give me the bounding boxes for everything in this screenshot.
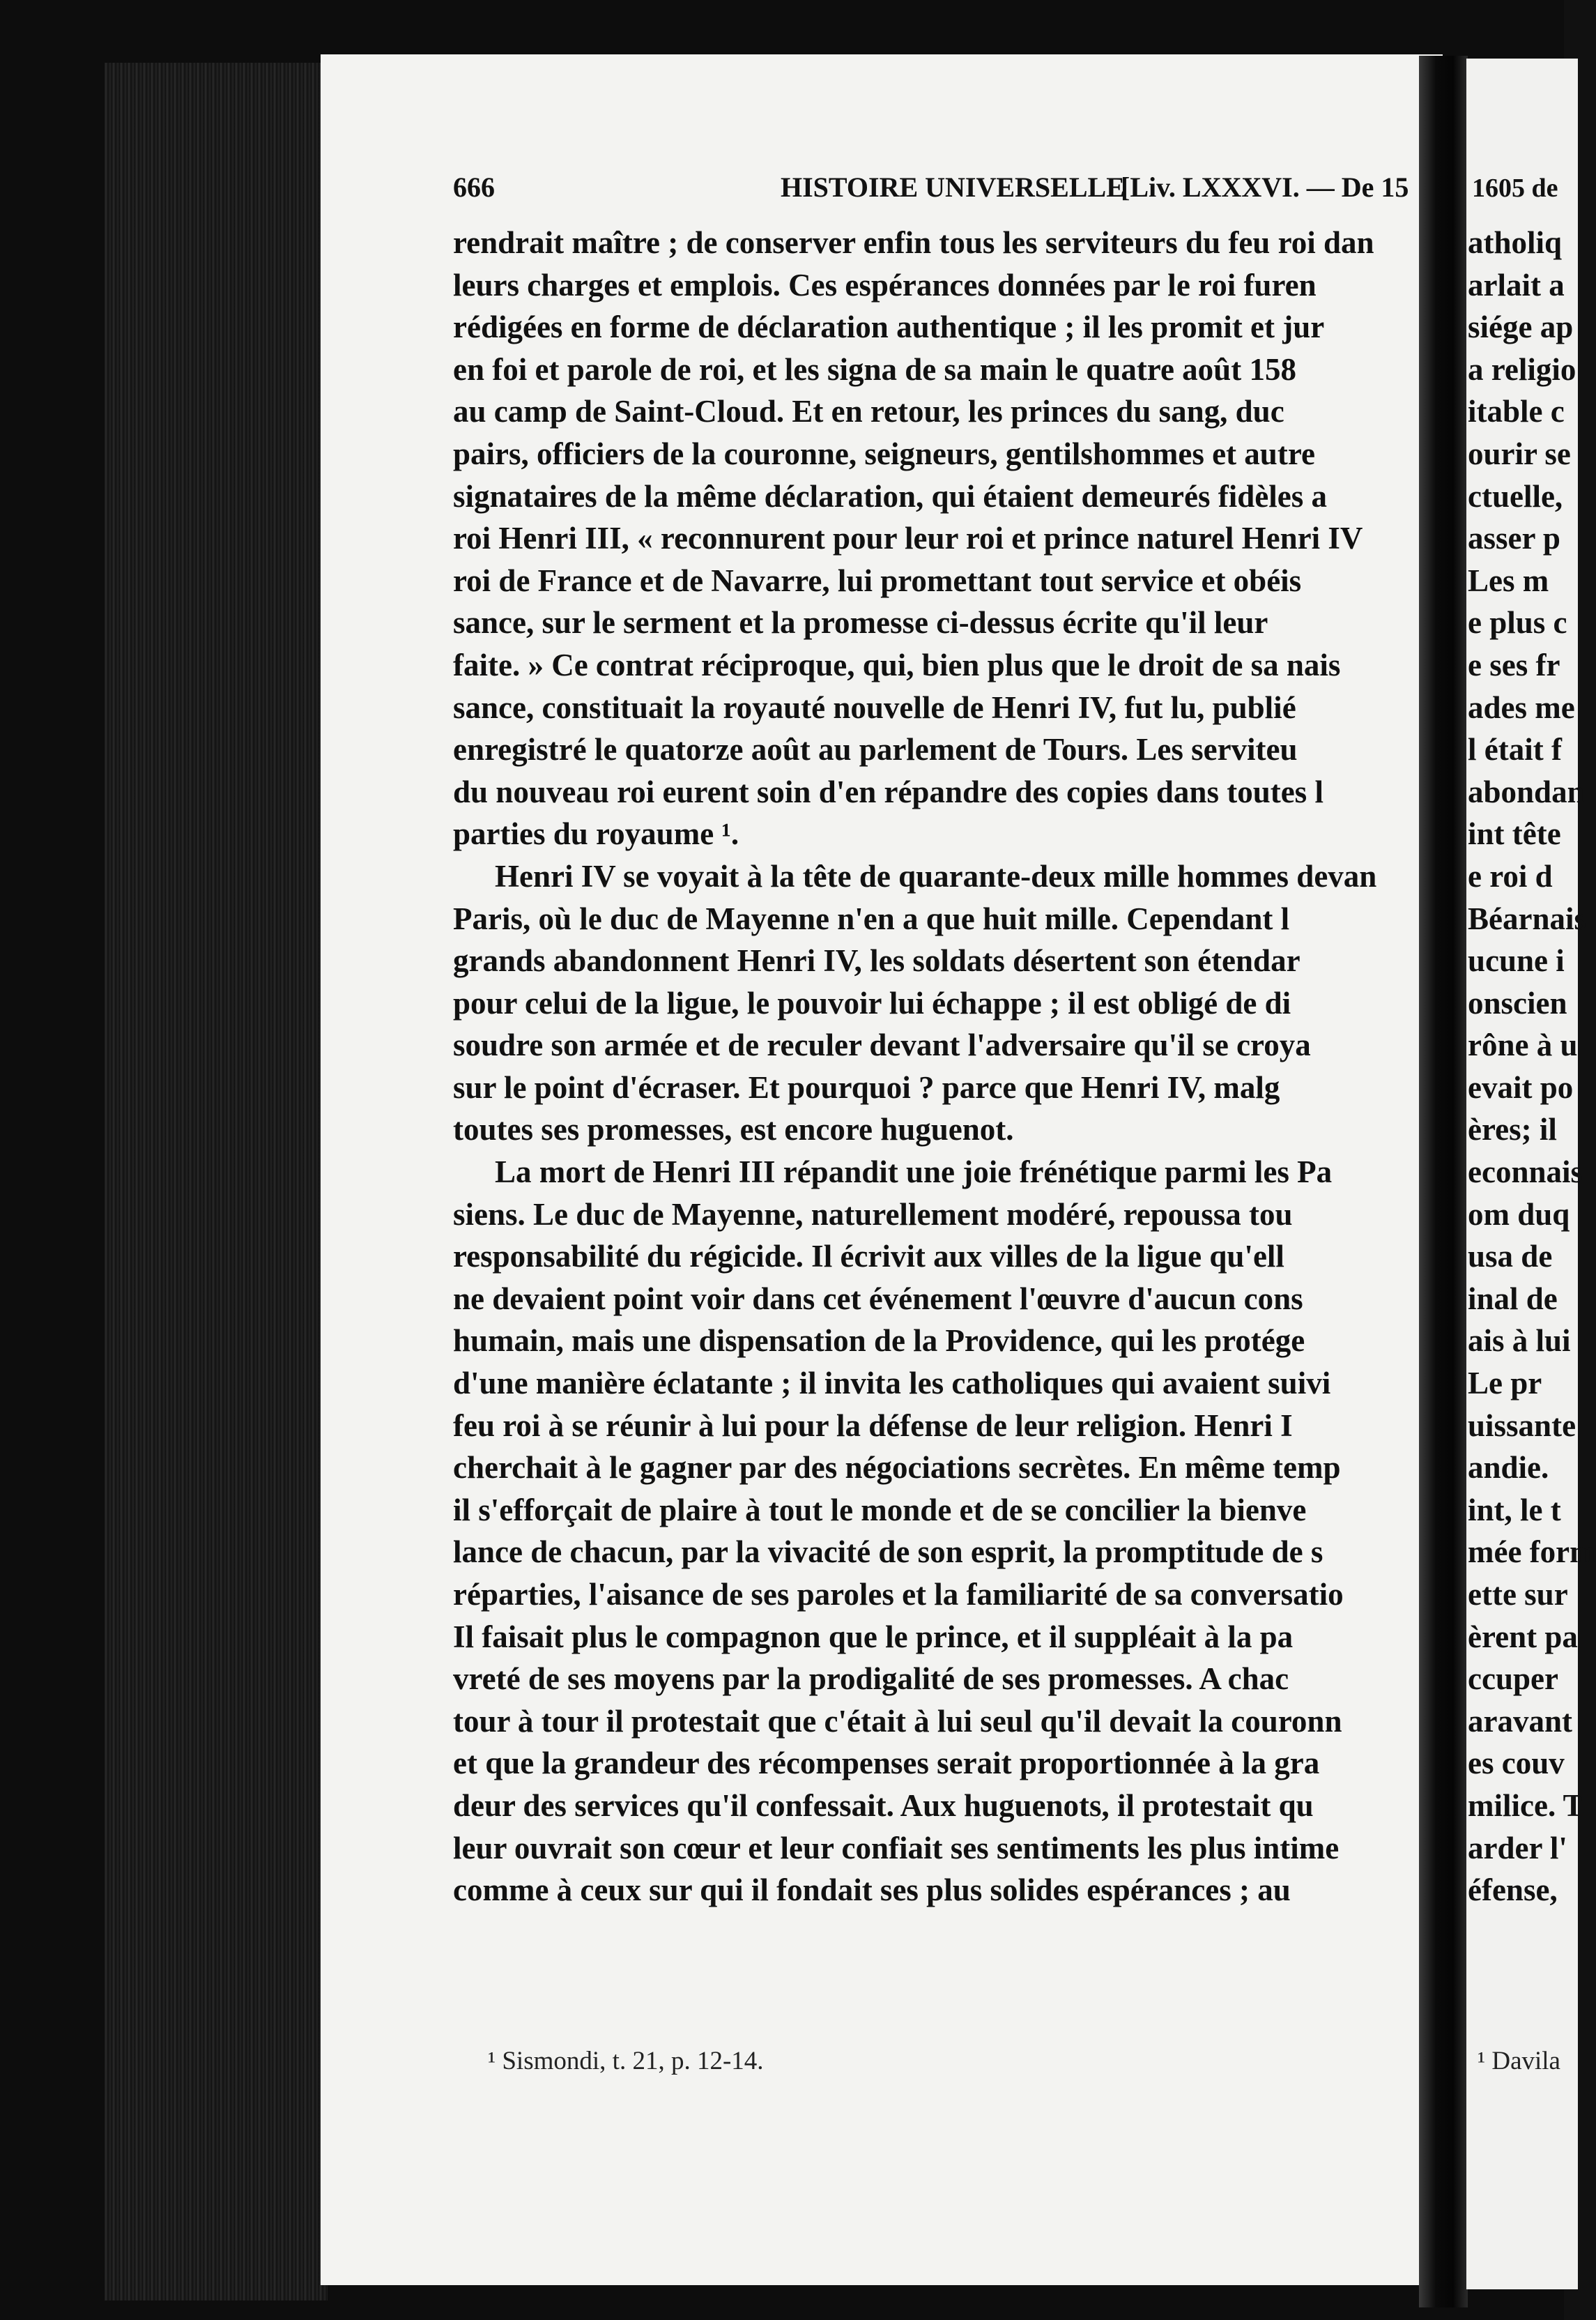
right-page-header-fragment: 1605 de: [1472, 174, 1558, 203]
text-line: leurs charges et emplois. Ces espérances données par le roi furen: [453, 267, 1317, 303]
text-line: ne devaient point voir dans cet événement l'œuvre d'aucun cons: [453, 1281, 1303, 1316]
right-text-line: Béarnais: [1468, 901, 1587, 936]
text-line: faite. » Ce contrat réciproque, qui, bien plus que le droit de sa nais: [453, 647, 1341, 682]
text-line: humain, mais une dispensation de la Providence, qui les protége: [453, 1323, 1305, 1359]
text-line: et que la grandeur des récompenses serait proportionnée à la gra: [453, 1746, 1320, 1781]
text-line: Paris, où le duc de Mayenne n'en a que huit mille. Cependant l: [453, 901, 1290, 936]
right-text-line: usa de: [1468, 1239, 1553, 1274]
text-line: d'une manière éclatante ; il invita les catholiques qui avaient suivi: [453, 1366, 1331, 1401]
text-line: roi Henri III, « reconnurent pour leur roi et prince naturel Henri IV: [453, 521, 1363, 556]
text-line: pairs, officiers de la couronne, seigneurs, gentilshommes et autre: [453, 436, 1315, 471]
text-line: sance, constituait la royauté nouvelle de Henri IV, fut lu, publié: [453, 689, 1296, 725]
right-text-line: ette sur: [1468, 1577, 1568, 1612]
text-line: sur le point d'écraser. Et pourquoi ? parce que Henri IV, malg: [453, 1069, 1280, 1105]
footnote: ¹ Sismondi, t. 21, p. 12-14.: [488, 2047, 764, 2075]
text-line: feu roi à se réunir à lui pour la défense de leur religion. Henri I: [453, 1407, 1293, 1443]
text-line: Il faisait plus le compagnon que le prince, et il suppléait à la pa: [453, 1619, 1294, 1654]
right-text-line: rône à u: [1468, 1028, 1578, 1063]
page-number: 666: [453, 171, 495, 203]
right-text-line: onscien: [1468, 985, 1567, 1021]
text-line: sance, sur le serment et la promesse ci-dessus écrite qu'il leur: [453, 605, 1268, 641]
running-header: [453, 171, 1429, 213]
text-line: siens. Le duc de Mayenne, naturellement modéré, repoussa tou: [453, 1196, 1293, 1232]
right-text-line: econnais: [1468, 1154, 1583, 1190]
text-line: au camp de Saint-Cloud. Et en retour, les princes du sang, duc: [453, 394, 1284, 429]
text-line: Henri IV se voyait à la tête de quarante-deux mille hommes devan: [495, 858, 1377, 894]
text-line: leur ouvrait son cœur et leur confiait ses sentiments les plus intime: [453, 1830, 1340, 1865]
text-line: du nouveau roi eurent soin d'en répandre des copies dans toutes l: [453, 774, 1323, 809]
right-text-line: Les m: [1468, 563, 1549, 598]
text-line: grands abandonnent Henri IV, les soldats désertent son étendar: [453, 943, 1300, 979]
right-text-line: e plus c: [1468, 605, 1567, 641]
text-line: vreté de ses moyens par la prodigalité de ses promesses. A chac: [453, 1661, 1289, 1697]
text-line: rendrait maître ; de conserver enfin tous les serviteurs du feu roi dan: [453, 225, 1374, 260]
text-line: enregistré le quatorze août au parlement de Tours. Les serviteu: [453, 732, 1298, 768]
text-line: responsabilité du régicide. Il écrivit aux villes de la ligue qu'ell: [453, 1239, 1284, 1274]
right-text-line: aravant: [1468, 1703, 1572, 1739]
right-text-line: e roi d: [1468, 858, 1553, 894]
right-text-line: ccuper: [1468, 1661, 1558, 1697]
right-text-line: inal de: [1468, 1281, 1558, 1316]
right-text-line: andie.: [1468, 1450, 1549, 1486]
text-line: cherchait à le gagner par des négociations secrètes. En même temp: [453, 1450, 1341, 1486]
right-text-line: om duq: [1468, 1196, 1570, 1232]
text-line: lance de chacun, par la vivacité de son esprit, la promptitude de s: [453, 1534, 1323, 1570]
right-text-line: ais à lui: [1468, 1323, 1571, 1359]
right-text-line: éfense,: [1468, 1872, 1558, 1908]
right-text-line: ctuelle,: [1468, 478, 1563, 514]
right-text-line: uissante: [1468, 1407, 1576, 1443]
text-line: roi de France et de Navarre, lui promettant tout service et obéis: [453, 563, 1302, 598]
right-text-line: int, le t: [1468, 1492, 1561, 1527]
right-text-line: evait po: [1468, 1069, 1574, 1105]
right-text-line: ades me: [1468, 689, 1575, 725]
running-section: [Liv. LXXXVI. — De 15: [1121, 171, 1409, 203]
text-line: il s'efforçait de plaire à tout le monde et de se concilier la bienve: [453, 1492, 1307, 1527]
text-line: deur des services qu'il confessait. Aux huguenots, il protestait qu: [453, 1787, 1314, 1823]
text-line: soudre son armée et de reculer devant l'adversaire qu'il se croya: [453, 1028, 1311, 1063]
running-title: HISTOIRE UNIVERSELLE: [781, 171, 1125, 203]
right-text-line: arlait a: [1468, 267, 1565, 303]
right-text-line: l était f: [1468, 732, 1562, 768]
right-text-line: itable c: [1468, 394, 1565, 429]
right-text-line: abondan: [1468, 774, 1585, 809]
right-text-line: ères; il: [1468, 1112, 1557, 1147]
right-text-line: int tête: [1468, 816, 1561, 852]
text-line: parties du royaume ¹.: [453, 816, 739, 852]
book-gutter: [1419, 56, 1468, 2307]
body-text: [453, 222, 1422, 1911]
text-line: signataires de la même déclaration, qui étaient demeurés fidèles a: [453, 478, 1327, 514]
text-line: en foi et parole de roi, et les signa de sa main le quatre août 158: [453, 351, 1296, 387]
right-text-line: atholiq: [1468, 225, 1563, 260]
text-line: réparties, l'aisance de ses paroles et la familiarité de sa conversatio: [453, 1577, 1344, 1612]
text-line: pour celui de la ligue, le pouvoir lui échappe ; il est obligé de di: [453, 985, 1291, 1021]
right-text-line: a religio: [1468, 351, 1576, 387]
right-text-line: mée form: [1468, 1534, 1596, 1570]
text-line: La mort de Henri III répandit une joie frénétique parmi les Pa: [495, 1154, 1333, 1190]
right-text-line: arder l': [1468, 1830, 1567, 1865]
right-text-line: asser p: [1468, 521, 1560, 556]
right-text-line: èrent pa: [1468, 1619, 1578, 1654]
right-text-line: ourir se: [1468, 436, 1571, 471]
text-line: toutes ses promesses, est encore huguenot.: [453, 1112, 1014, 1147]
right-text-line: ucune i: [1468, 943, 1565, 979]
right-text-line: e ses fr: [1468, 647, 1560, 682]
right-text-line: siége ap: [1468, 310, 1574, 345]
text-line: comme à ceux sur qui il fondait ses plus solides espérances ; au: [453, 1872, 1291, 1908]
right-page-footnote-fragment: ¹ Davila: [1478, 2047, 1560, 2075]
page-edges: [105, 63, 328, 2300]
right-text-line: Le pr: [1468, 1366, 1542, 1401]
right-page-text: [1468, 222, 1596, 1911]
right-text-line: es couv: [1468, 1746, 1565, 1781]
text-line: tour à tour il protestait que c'était à lui seul qu'il devait la couronn: [453, 1703, 1342, 1739]
text-line: rédigées en forme de déclaration authentique ; il les promit et jur: [453, 310, 1325, 345]
right-text-line: milice. T: [1468, 1787, 1584, 1823]
